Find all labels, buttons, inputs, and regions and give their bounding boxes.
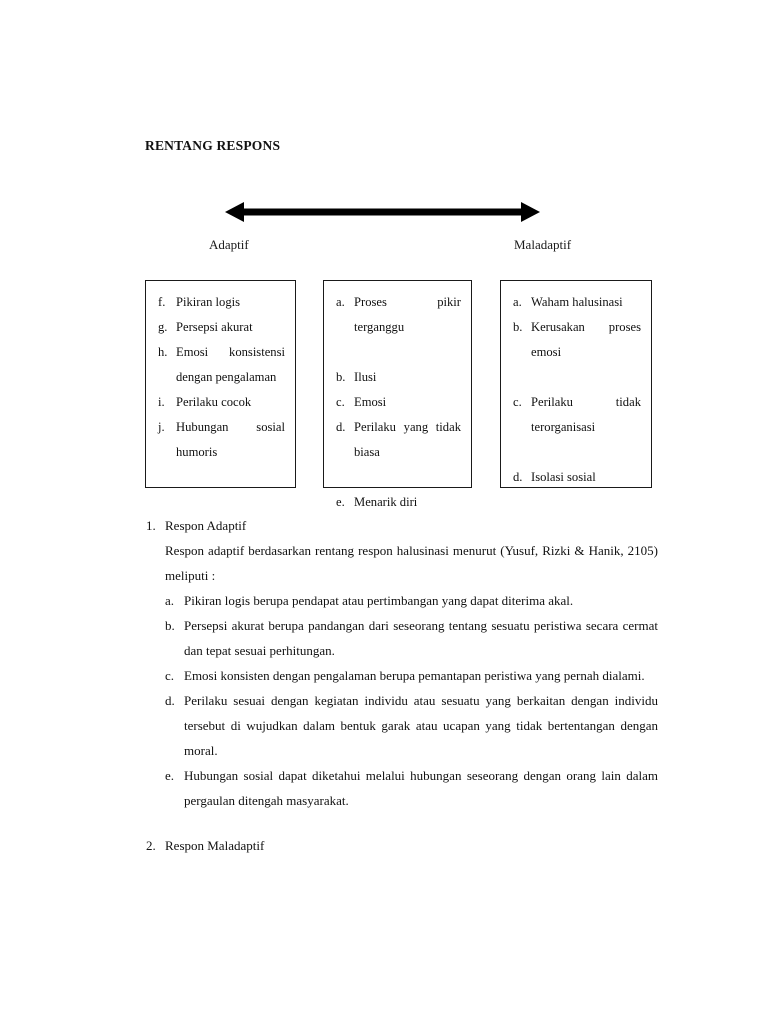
- adaptive-responses-list: [156, 290, 285, 490]
- list-item: [165, 688, 658, 763]
- list-text: Hubungan sosial dapat diketahui melalui hubungan seseorang dengan orang lain dalam pergaulan ditengah masyarakat.: [184, 768, 658, 808]
- transitional-responses-list: [334, 290, 461, 515]
- list-marker: d.: [513, 470, 523, 484]
- list-item: [334, 290, 461, 365]
- list-item: [165, 613, 658, 663]
- list-text: Pikiran logis: [176, 295, 241, 309]
- list-marker: f.: [158, 295, 166, 309]
- section-marker: 1.: [146, 518, 156, 533]
- list-marker: e.: [165, 768, 175, 783]
- list-text: Perilaku cocok: [176, 395, 252, 409]
- maladaptive-responses-box: [500, 280, 652, 488]
- list-marker: c.: [513, 395, 522, 409]
- scale-label-adaptif: Adaptif: [209, 237, 249, 252]
- section-1-paragraph: Respon adaptif berdasarkan rentang respon halusinasi menurut (Yusuf, Rizki & Hanik, 2105) meliputi :: [165, 543, 658, 583]
- list-marker: b.: [336, 370, 346, 384]
- list-item: [511, 465, 641, 490]
- list-text: Kerusakan proses emosi: [531, 320, 641, 359]
- scale-label-maladaptif: Maladaptif: [514, 237, 572, 252]
- list-item: [334, 365, 461, 390]
- section-2-heading: [145, 833, 658, 858]
- list-item: [165, 663, 658, 688]
- section-title: Respon Maladaptif: [165, 838, 265, 853]
- list-item: [156, 415, 285, 490]
- list-text: Perilaku yang tidak biasa: [354, 420, 461, 459]
- list-item: [334, 415, 461, 490]
- list-item: [156, 315, 285, 340]
- list-item: [156, 340, 285, 390]
- list-marker: i.: [158, 395, 165, 409]
- list-text: Persepsi akurat berupa pandangan dari seseorang tentang sesuatu peristiwa secara cermat dan tepat sesuai perhitungan.: [184, 618, 658, 658]
- list-text: Hubungan sosial humoris: [176, 420, 285, 459]
- response-continuum-arrow: [225, 199, 540, 225]
- page-title: RENTANG RESPONS: [145, 138, 281, 153]
- double-headed-arrow-icon: [225, 199, 540, 225]
- adaptive-responses-box: [145, 280, 296, 488]
- list-text: Ilusi: [354, 370, 377, 384]
- list-item: [511, 390, 641, 465]
- list-text: Waham halusinasi: [531, 295, 623, 309]
- list-marker: h.: [158, 345, 168, 359]
- list-text: Perilaku sesuai dengan kegiatan individu atau sesuatu yang berkaitan dengan individu tersebut di wujudkan dalam bentuk garak atau ucapan yang tidak bertentangan dengan moral.: [184, 693, 658, 758]
- list-marker: a.: [336, 295, 345, 309]
- list-text: Perilaku tidak terorganisasi: [531, 395, 641, 434]
- list-text: Menarik diri: [354, 495, 418, 509]
- list-marker: j.: [158, 420, 165, 434]
- list-marker: d.: [165, 693, 175, 708]
- list-text: Persepsi akurat: [176, 320, 253, 334]
- list-marker: c.: [336, 395, 345, 409]
- list-marker: a.: [165, 593, 175, 608]
- list-item: [511, 315, 641, 390]
- list-text: Emosi konsisten dengan pengalaman berupa pemantapan peristiwa yang pernah dialami.: [184, 668, 645, 683]
- section-title: Respon Adaptif: [165, 518, 247, 533]
- list-marker: a.: [513, 295, 522, 309]
- list-item: [156, 290, 285, 315]
- list-item: [334, 490, 461, 515]
- list-marker: e.: [336, 495, 345, 509]
- list-text: Proses pikir terganggu: [354, 295, 461, 334]
- list-marker: g.: [158, 320, 168, 334]
- list-item: [165, 763, 658, 813]
- list-marker: b.: [513, 320, 523, 334]
- section-marker: 2.: [146, 838, 156, 853]
- section-1-heading: [145, 513, 658, 538]
- transitional-responses-box: [323, 280, 472, 509]
- list-text: Emosi konsistensi dengan pengalaman: [176, 345, 285, 384]
- list-item: [156, 390, 285, 415]
- section-1-list: [165, 588, 658, 813]
- list-text: Emosi: [354, 395, 387, 409]
- list-text: Isolasi sosial: [531, 470, 596, 484]
- maladaptive-responses-list: [511, 290, 641, 490]
- list-marker: d.: [336, 420, 346, 434]
- body-content: [145, 513, 658, 858]
- list-item: [165, 588, 658, 613]
- section-spacer: [145, 813, 658, 833]
- list-marker: b.: [165, 618, 175, 633]
- list-marker: c.: [165, 668, 175, 683]
- list-item: [511, 290, 641, 315]
- list-item: [334, 390, 461, 415]
- list-text: Pikiran logis berupa pendapat atau pertimbangan yang dapat diterima akal.: [184, 593, 574, 608]
